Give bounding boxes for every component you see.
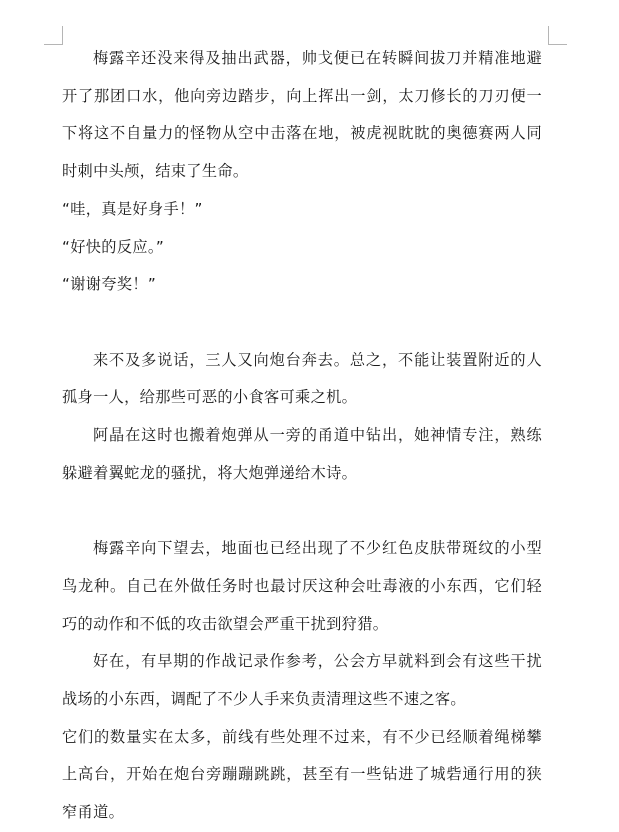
blank-line — [62, 304, 542, 342]
paragraph: 梅露辛向下望去，地面也已经出现了不少红色皮肤带斑纹的小型鸟龙种。自己在外做任务时也最讨厌这种会吐毒液的小东西，它们轻巧的动作和不低的攻击欲望会严重干扰到狩猎。 — [62, 539, 542, 633]
paragraph: 来不及多说话，三人又向炮台奔去。总之，不能让装置附近的人孤身一人，给那些可恶的小食客可乘之机。 — [62, 350, 542, 407]
crop-mark-top-right-vertical — [548, 26, 549, 45]
dialogue-line: “谢谢夸奖！” — [62, 275, 157, 294]
paragraph: 梅露辛还没来得及抽出武器，帅戈便已在转瞬间拔刀并精准地避开了那团口水，他向旁边踏步，向上挥出一剑，太刀修长的刀刃便一下将这不自量力的怪物从空中击落在地，被虎视眈眈的奥德赛两人同时刺中头颅，结束了生命。 — [62, 49, 542, 181]
blank-line — [62, 492, 542, 530]
paragraph: 阿晶在这时也搬着炮弹从一旁的甬道中钻出，她神情专注，熟练躲避着翼蛇龙的骚扰，将大炮弹递给木诗。 — [62, 426, 542, 482]
crop-mark-top-right-horizontal — [548, 44, 567, 45]
crop-mark-top-left-horizontal — [44, 44, 63, 45]
dialogue-line: “好快的反应。” — [62, 237, 165, 256]
document-body — [62, 40, 542, 832]
dialogue-line: “哇，真是好身手！” — [62, 199, 203, 218]
paragraph: 好在，有早期的作战记录作参考，公会方早就料到会有这些干扰战场的小东西，调配了不少人手来负责清理这些不速之客。 — [62, 652, 542, 708]
paragraph: 它们的数量实在太多，前线有些处理不过来，有不少已经顺着绳梯攀上高台，开始在炮台旁蹦蹦跳跳，甚至有一些钻进了城砦通行用的狭窄甬道。 — [62, 727, 542, 822]
